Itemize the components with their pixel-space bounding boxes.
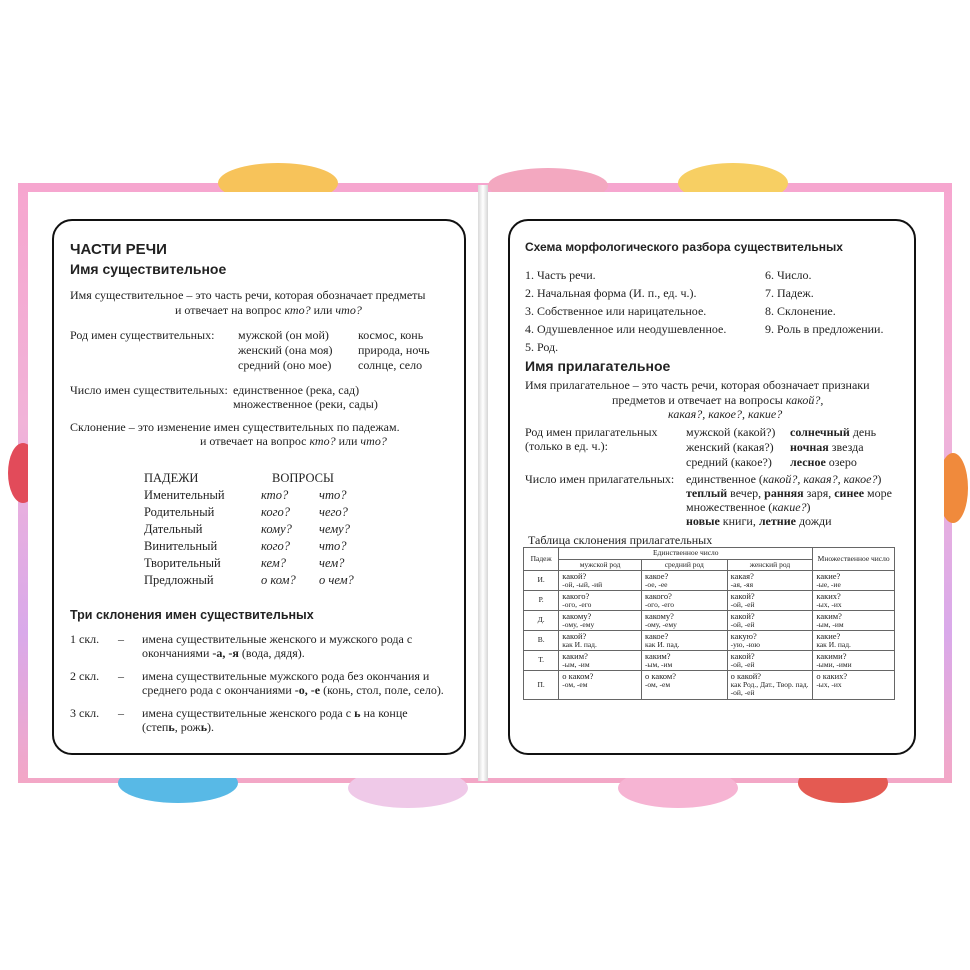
decl1-endings: окончаниями -а, -я (вода, дядя). xyxy=(142,646,305,660)
table-cell: какой? -ой, -ей xyxy=(727,591,813,611)
table-cell: каким? -ым, -им xyxy=(813,611,895,631)
case-column-header: Падеж xyxy=(524,548,559,571)
dash: – xyxy=(118,669,124,683)
case-row xyxy=(144,555,354,572)
table-cell: о каких? -ых, -их xyxy=(813,671,895,700)
scheme-item: 2. Начальная форма (И. п., ед. ч.). xyxy=(525,286,697,300)
case-name: Винительный xyxy=(144,539,218,553)
dash: – xyxy=(118,632,124,646)
table-row xyxy=(524,591,895,611)
declension-table-title: Таблица склонения прилагательных xyxy=(528,533,713,547)
gender-form: женский (она моя) xyxy=(238,343,333,357)
case-cell: И. xyxy=(524,571,559,591)
adj-number-example: теплый вечер, ранняя заря, синее море xyxy=(686,486,892,500)
table-cell: какими? -ыми, -ими xyxy=(813,651,895,671)
three-declensions-heading: Три склонения имен существительных xyxy=(70,608,314,622)
page-title: ЧАСТИ РЕЧИ xyxy=(70,241,167,258)
case-cell: П. xyxy=(524,671,559,700)
decl3-label: 3 скл. xyxy=(70,706,100,720)
adjective-definition-line1: Имя прилагательное – это часть речи, которая обозначает признаки xyxy=(525,378,870,392)
noun-definition-line2: и отвечает на вопрос кто? или что? xyxy=(175,303,362,317)
table-cell: какой? -ой, -ей xyxy=(727,611,813,631)
scheme-item: 9. Роль в предложении. xyxy=(765,322,884,336)
singular-header: Единственное число xyxy=(559,548,813,560)
table-row xyxy=(524,671,895,700)
table-cell: о каком? -ом, -ем xyxy=(641,671,727,700)
case-q1: кем? xyxy=(261,556,286,570)
gender-form: средний (оно мое) xyxy=(238,358,332,372)
adjective-declension-table xyxy=(523,547,895,700)
decl2-endings: среднего рода с окончаниями -о, -е (конь, стол, поле, село). xyxy=(142,683,444,697)
table-cell: какая? -ая, -яя xyxy=(727,571,813,591)
feminine-header: женский род xyxy=(727,559,813,571)
case-name: Именительный xyxy=(144,488,225,502)
cases-header: ПАДЕЖИ xyxy=(144,471,199,485)
adj-gender-example: лесное озеро xyxy=(790,455,857,469)
adjective-definition-line3: какая?, какое?, какие? xyxy=(668,407,783,421)
adj-gender-label: Род имен прилагательных xyxy=(525,425,658,439)
table-cell: какой? -ой, -ый, -ий xyxy=(559,571,642,591)
masculine-header: мужской род xyxy=(559,559,642,571)
scheme-heading: Схема морфологического разбора существительных xyxy=(525,240,843,254)
case-q2: о чем? xyxy=(319,573,354,587)
scheme-item: 1. Часть речи. xyxy=(525,268,596,282)
gender-form: мужской (он мой) xyxy=(238,328,329,342)
table-cell: каких? -ых, -их xyxy=(813,591,895,611)
adj-gender-form: мужской (какой?) xyxy=(686,425,776,439)
table-cell: каким? -ым, -им xyxy=(559,651,642,671)
adj-number-form: множественное (какие?) xyxy=(686,500,811,514)
scheme-item: 4. Одушевленное или неодушевленное. xyxy=(525,322,727,336)
gender-example: природа, ночь xyxy=(358,343,430,357)
case-cell: Т. xyxy=(524,651,559,671)
dash: – xyxy=(118,706,124,720)
decl3-text: имена существительные женского рода с ь на конце xyxy=(142,706,408,720)
table-cell: какого? -ого, -его xyxy=(559,591,642,611)
gender-example: солнце, село xyxy=(358,358,423,372)
table-cell: какие? как И. пад. xyxy=(813,631,895,651)
decl2-text: имена существительные мужского рода без окончания и xyxy=(142,669,430,683)
table-cell: какой? -ой, -ей xyxy=(727,651,813,671)
table-header-row xyxy=(524,548,895,560)
case-q1: кому? xyxy=(261,522,292,536)
case-name: Родительный xyxy=(144,505,215,519)
table-row xyxy=(524,631,895,651)
table-cell: какие? -ые, -ие xyxy=(813,571,895,591)
adjective-heading: Имя прилагательное xyxy=(525,358,671,374)
adj-gender-example: ночная звезда xyxy=(790,440,864,454)
decl3-examples: (степь, рожь). xyxy=(142,720,215,734)
adj-gender-label: (только в ед. ч.): xyxy=(525,439,608,453)
gender-example: космос, конь xyxy=(358,328,424,342)
scheme-item: 8. Склонение. xyxy=(765,304,836,318)
noun-number-label: Число имен существительных: xyxy=(70,383,228,397)
adj-gender-example: солнечный день xyxy=(790,425,877,439)
decl1-text: имена существительные женского и мужского рода с xyxy=(142,632,413,646)
adj-gender-form: средний (какое?) xyxy=(686,455,772,469)
case-q1: о ком? xyxy=(261,573,296,587)
table-cell: какому? -ому, -ему xyxy=(559,611,642,631)
scheme-item: 3. Собственное или нарицательное. xyxy=(525,304,707,318)
table-cell: о каком? -ом, -ем xyxy=(559,671,642,700)
table-row xyxy=(524,611,895,631)
case-name: Предложный xyxy=(144,573,214,587)
case-cell: В. xyxy=(524,631,559,651)
case-q1: кто? xyxy=(261,488,289,502)
case-q2: что? xyxy=(319,488,347,502)
adj-number-example: новые книги, летние дожди xyxy=(686,514,832,528)
case-row xyxy=(144,487,354,504)
declension-definition-line1: Склонение – это изменение имен существительных по падежам. xyxy=(70,420,400,434)
case-row xyxy=(144,572,354,589)
case-q1: кого? xyxy=(261,539,290,553)
number-form: множественное (реки, сады) xyxy=(233,397,378,411)
adj-gender-form: женский (какая?) xyxy=(686,440,774,454)
decl1-label: 1 скл. xyxy=(70,632,100,646)
case-q2: что? xyxy=(319,539,347,553)
table-cell: какое? -ое, -ее xyxy=(641,571,727,591)
case-q2: чем? xyxy=(319,556,345,570)
noun-definition-line1: Имя существительное – это часть речи, которая обозначает предметы xyxy=(70,288,426,302)
case-row xyxy=(144,521,354,538)
case-row xyxy=(144,538,354,555)
adjective-definition-line2: предметов и отвечает на вопросы какой?, xyxy=(612,393,824,407)
adj-number-label: Число имен прилагательных: xyxy=(525,472,675,486)
case-name: Дательный xyxy=(144,522,203,536)
case-q1: кого? xyxy=(261,505,290,519)
case-q2: чего? xyxy=(319,505,348,519)
table-cell: о какой? как Род., Дат., Твор. пад. -ой, -ей xyxy=(727,671,813,700)
scheme-item: 7. Падеж. xyxy=(765,286,814,300)
noun-heading: Имя существительное xyxy=(70,261,227,277)
noun-gender-label: Род имен существительных: xyxy=(70,328,215,342)
case-row xyxy=(144,504,354,521)
table-cell: какого? -ого, -его xyxy=(641,591,727,611)
neuter-header: средний род xyxy=(641,559,727,571)
decl2-label: 2 скл. xyxy=(70,669,100,683)
table-cell: какую? -ую, -юю xyxy=(727,631,813,651)
table-row xyxy=(524,651,895,671)
table-cell: какому? -ому, -ему xyxy=(641,611,727,631)
table-row xyxy=(524,571,895,591)
scheme-item: 6. Число. xyxy=(765,268,812,282)
table-cell: какое? как И. пад. xyxy=(641,631,727,651)
case-cell: Д. xyxy=(524,611,559,631)
table-cell: какой? как И. пад. xyxy=(559,631,642,651)
questions-header: ВОПРОСЫ xyxy=(272,471,334,485)
notebook-spine xyxy=(478,185,488,781)
scheme-item: 5. Род. xyxy=(525,340,559,354)
case-cell: Р. xyxy=(524,591,559,611)
case-name: Творительный xyxy=(144,556,221,570)
plural-header: Множественное число xyxy=(813,548,895,571)
adj-number-form: единственное (какой?, какая?, какое?) xyxy=(686,472,882,486)
case-q2: чему? xyxy=(319,522,350,536)
table-cell: каким? -ым, -им xyxy=(641,651,727,671)
cases-table xyxy=(144,487,354,589)
declension-definition-line2: и отвечает на вопрос кто? или что? xyxy=(200,434,387,448)
number-form: единственное (река, сад) xyxy=(233,383,360,397)
